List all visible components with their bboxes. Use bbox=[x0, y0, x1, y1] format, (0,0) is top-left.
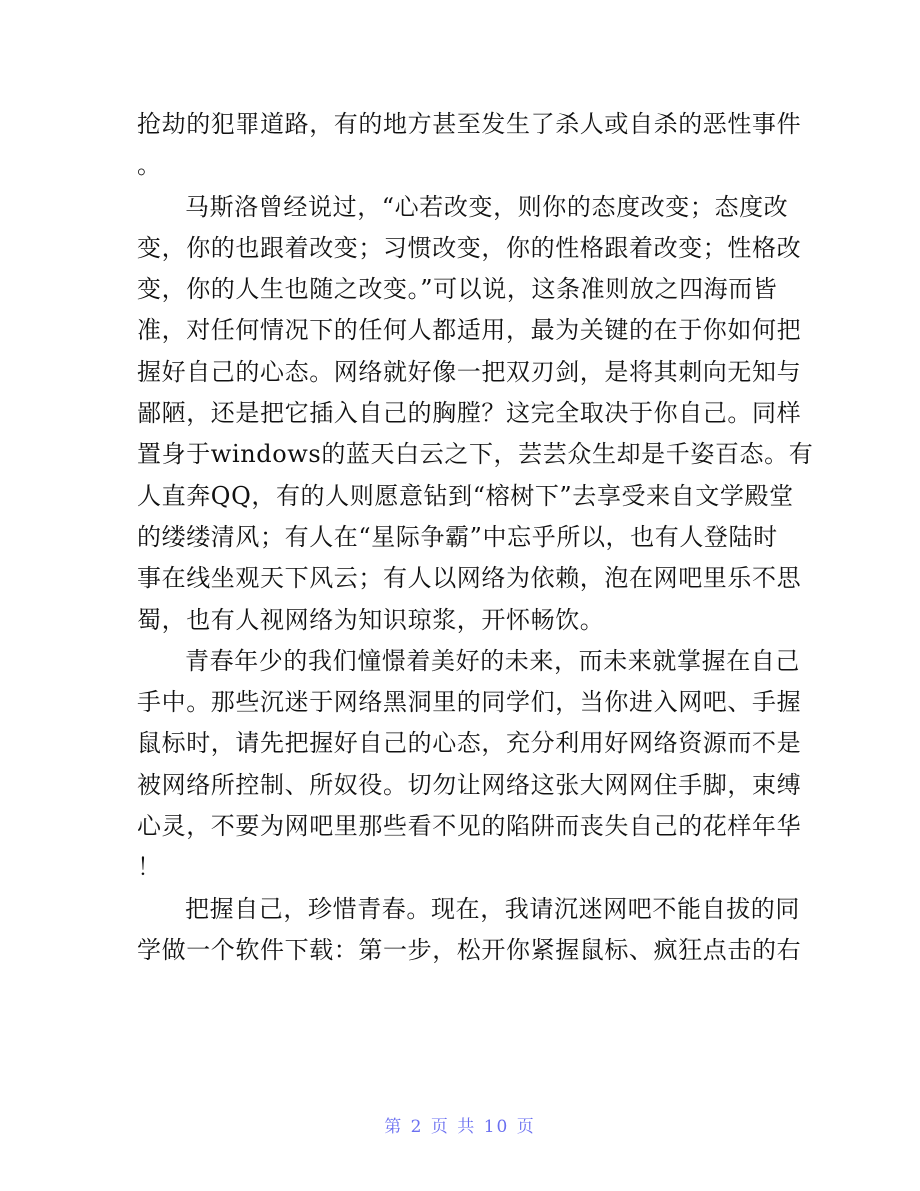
paragraph-2-line: 变，你的人生也随之改变。”可以说，这条准则放之四海而皆 bbox=[137, 275, 778, 304]
paragraph-2-line: 事在线坐观天下风云；有人以网络为依赖，泡在网吧里乐不思 bbox=[137, 564, 802, 593]
paragraph-3-line: 手中。那些沉迷于网络黑洞里的同学们，当你进入网吧、手握 bbox=[137, 688, 802, 717]
paragraph-3-line: 青春年少的我们憧憬着美好的未来，而未来就掌握在自己 bbox=[185, 646, 800, 675]
paragraph-4-line: 把握自己，珍惜青春。现在，我请沉迷网吧不能自拔的同 bbox=[185, 894, 800, 923]
paragraph-3-line: ！ bbox=[137, 853, 162, 882]
paragraph-3-line: 鼠标时，请先把握好自己的心态，充分利用好网络资源而不是 bbox=[137, 729, 802, 758]
paragraph-3-line: 心灵，不要为网吧里那些看不见的陷阱而丧失自己的花样年华 bbox=[137, 812, 802, 841]
paragraph-1-line: 抢劫的犯罪道路，有的地方甚至发生了杀人或自杀的恶性事件 bbox=[137, 110, 802, 138]
paragraph-4-line: 学做一个软件下载：第一步，松开你紧握鼠标、疯狂点击的右 bbox=[137, 935, 802, 964]
paragraph-2-line: 人直奔QQ，有的人则愿意钻到“榕树下”去享受来自文学殿堂 bbox=[137, 481, 794, 510]
paragraph-1-line: 。 bbox=[137, 151, 162, 180]
paragraph-2-line: 鄙陋，还是把它插入自己的胸膛？这完全取决于你自己。同样 bbox=[137, 399, 802, 428]
document-body bbox=[137, 104, 814, 971]
paragraph-2-line: 准，对任何情况下的任何人都适用，最为关键的在于你如何把 bbox=[137, 316, 802, 345]
paragraph-2-line: 马斯洛曾经说过，“心若改变，则你的态度改变；态度改 bbox=[185, 192, 789, 221]
paragraph-2-line: 握好自己的心态。网络就好像一把双刃剑，是将其刺向无知与 bbox=[137, 357, 802, 386]
paragraph-3-line: 被网络所控制、所奴役。切勿让网络这张大网网住手脚，束缚 bbox=[137, 770, 802, 799]
paragraph-2-line: 置身于windows的蓝天白云之下，芸芸众生却是千姿百态。有 bbox=[137, 440, 814, 469]
paragraph-2-line: 的缕缕清风；有人在“星际争霸”中忘乎所以，也有人登陆时 bbox=[137, 522, 778, 551]
paragraph-2-line: 变，你的也跟着改变；习惯改变，你的性格跟着改变；性格改 bbox=[137, 233, 802, 262]
page-number-footer: 第 2 页 共 10 页 bbox=[384, 1117, 536, 1137]
paragraph-2-line: 蜀，也有人视网络为知识琼浆，开怀畅饮。 bbox=[137, 605, 605, 634]
